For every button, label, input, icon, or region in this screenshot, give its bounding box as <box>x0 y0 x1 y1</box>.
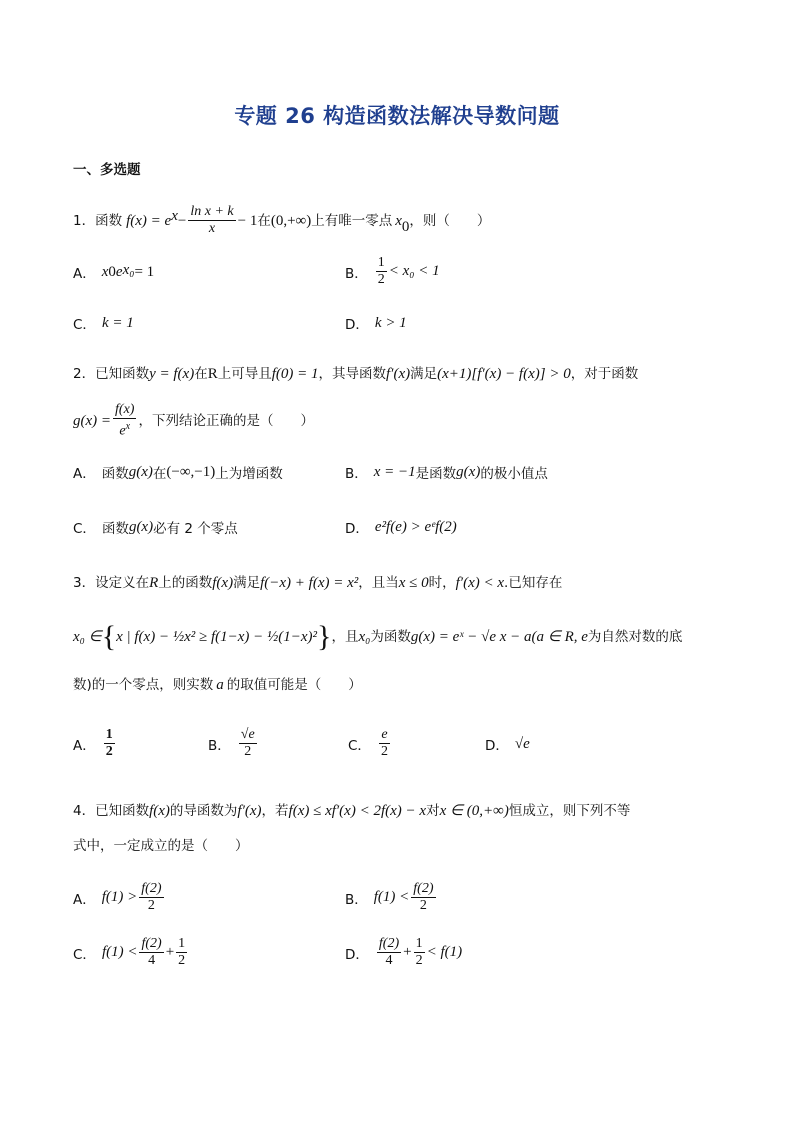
q2-number: 2． <box>73 366 96 382</box>
q1-x0: x <box>395 212 402 229</box>
q3-option-b-label: B． <box>208 737 231 754</box>
q3-math-2: f(x) <box>212 575 234 591</box>
q1-text-end: ，则（ ） <box>409 212 491 229</box>
q1-minus: − <box>177 212 187 229</box>
q3-option-d-label: D． <box>485 738 509 754</box>
q4-math-4: x ∈ (0,+∞) <box>439 803 509 819</box>
q1-x0-sub: 0 <box>401 219 410 235</box>
q4-option-d <box>345 936 462 969</box>
q1-option-b-fraction <box>376 255 387 288</box>
q1-option-a-label: A． <box>73 266 96 282</box>
q2-math-1: y = f(x) <box>149 366 195 382</box>
q4-option-d-num-2: 1 <box>415 936 423 951</box>
q4-math-2: f′(x) <box>237 803 262 819</box>
q3-option-c-den: 2 <box>380 744 388 759</box>
q2-option-b-label: B． <box>345 466 368 482</box>
q3-option-a <box>73 727 117 760</box>
question-3-stem <box>73 573 562 593</box>
q2-option-a-label: A． <box>73 466 96 482</box>
q2-g-fraction <box>113 402 136 440</box>
q2-math-3: f(0) = 1 <box>271 366 319 382</box>
q3-option-b-den: 2 <box>244 744 252 759</box>
q4-option-b-den: 2 <box>419 898 427 913</box>
q2-g-den-base: e <box>119 423 126 439</box>
q3-option-a-fraction <box>104 727 115 760</box>
q3-option-d <box>485 734 530 754</box>
q2-g-den-exp: x <box>125 421 131 432</box>
q3-set-prefix: x₀ ∈ <box>73 629 102 645</box>
q4-option-d-num-1: f(2) <box>378 936 400 951</box>
q1-option-b-rest: < x₀ < 1 <box>388 263 440 279</box>
q2-option-c-m1: g(x) <box>128 518 154 535</box>
q3-set-brace-close: } <box>317 620 332 653</box>
q2-math-2: R <box>207 366 218 382</box>
q4-text-5: 恒成立，则下列不等 <box>508 803 631 819</box>
q4-option-b-num: f(2) <box>413 881 434 896</box>
q3-text-4: ，且当 <box>358 575 399 591</box>
q1-option-a-e: e <box>115 263 123 280</box>
q3-math-11: a <box>216 677 224 693</box>
q1-fraction-denominator: x <box>208 221 216 236</box>
q2-option-c <box>73 517 238 537</box>
q1-option-b-den: 2 <box>377 272 385 287</box>
q1-fraction-numerator: ln x + k <box>190 204 234 219</box>
q1-option-b-label: B． <box>345 265 368 282</box>
q3-text-5: 时， <box>428 575 456 591</box>
q4-option-c <box>73 936 189 969</box>
q2-option-a-t2: 在 <box>152 466 167 482</box>
q2-option-a-m2: (−∞,−1) <box>166 463 216 480</box>
q3-option-c-label: C． <box>348 737 371 754</box>
q4-option-a-den: 2 <box>147 898 155 913</box>
q3-math-1: R <box>149 575 159 591</box>
q4-option-c-label: C． <box>73 946 96 963</box>
q4-option-c-fraction-2 <box>176 936 187 969</box>
q2-math-4: f′(x) <box>386 366 411 382</box>
question-4-stem-line-2 <box>73 836 249 856</box>
page-title: 专题 26 构造函数法解决导数问题 <box>234 104 560 128</box>
q3-option-c-num: e <box>381 727 388 742</box>
q1-option-d-label: D． <box>345 317 369 333</box>
q1-text-in: 在 <box>257 212 271 229</box>
q3-option-a-den: 2 <box>105 744 113 759</box>
q3-text-11: 数)的一个零点，则实数 <box>73 677 214 693</box>
q3-option-b <box>208 727 259 760</box>
q2-option-d-label: D． <box>345 521 369 537</box>
q2-text-2: 在 <box>194 366 208 382</box>
q4-option-c-den-2: 2 <box>178 953 186 968</box>
q2-g-numerator: f(x) <box>115 402 135 417</box>
q4-option-b-fraction <box>411 881 435 914</box>
q4-option-d-label: D． <box>345 946 369 963</box>
question-2-stem-line-2 <box>73 402 314 440</box>
q2-g-denominator <box>117 419 132 440</box>
q1-option-d-text: k > 1 <box>374 314 407 331</box>
q1-option-c-label: C． <box>73 317 96 333</box>
q4-option-d-den-2: 2 <box>415 953 423 968</box>
q4-option-c-num-1: f(2) <box>141 936 162 951</box>
q4-option-c-plus: + <box>165 944 175 960</box>
q2-option-b-t2: 的极小值点 <box>480 466 548 482</box>
q1-interval: (0,+∞) <box>270 212 312 229</box>
q1-option-c <box>73 313 134 333</box>
q2-option-d <box>345 517 457 537</box>
q4-option-c-fraction-1 <box>139 936 163 969</box>
q3-text-7: ，且 <box>331 629 359 645</box>
q2-option-a-t1: 函数 <box>101 466 129 482</box>
q3-math-9: (a ∈ R, e <box>531 629 588 645</box>
q1-formula-exponent: x <box>171 208 178 224</box>
q3-math-4: x ≤ 0 <box>398 575 429 591</box>
q4-option-b-lhs: f(1) < <box>373 889 410 905</box>
section-heading: 一、多选题 <box>73 162 141 178</box>
q1-text: 函数 <box>95 212 123 229</box>
q4-option-a-lhs: f(1) > <box>101 889 138 905</box>
q4-option-d-fraction-1 <box>377 936 401 969</box>
q2-text-1: 已知函数 <box>95 366 150 382</box>
q1-formula: f(x) = e <box>126 212 172 229</box>
q4-text-4: 对 <box>426 803 440 819</box>
q2-text-6: ，对于函数 <box>570 366 639 382</box>
q2-g-def: g(x) = <box>73 412 112 429</box>
q4-option-a-num: f(2) <box>141 881 162 896</box>
q3-number: 3． <box>73 575 96 591</box>
q2-text-4: ，其导函数 <box>318 366 386 382</box>
q3-text-8: 为函数 <box>370 629 411 645</box>
q3-math-8: g(x) = eˣ − √e x − a <box>410 629 532 645</box>
q1-option-c-text: k = 1 <box>101 314 134 331</box>
q1-fraction <box>188 204 235 237</box>
q3-text-6: .已知存在 <box>504 575 563 591</box>
q2-option-b-m1: x = −1 <box>373 463 416 480</box>
q3-option-b-num: √e <box>240 727 255 742</box>
question-2-stem <box>73 364 638 384</box>
q4-text-6: 式中，一定成立的是（ ） <box>73 838 249 854</box>
q1-option-a-x: x <box>101 263 109 280</box>
q3-text-1: 设定义在 <box>95 575 150 591</box>
question-1-stem <box>73 204 490 237</box>
q4-text-2: 的导函数为 <box>169 803 238 819</box>
q1-option-a-exp: x₀ <box>122 262 135 278</box>
q3-text-3: 满足 <box>233 575 261 591</box>
q4-option-b-label: B． <box>345 891 368 908</box>
q4-option-c-num-2: 1 <box>178 936 186 951</box>
q3-text-12: 的取值可能是（ ） <box>226 677 362 693</box>
q4-option-a-fraction <box>139 881 163 914</box>
q2-option-d-math: e²f(e) > eᵉf(2) <box>374 518 457 535</box>
q4-number: 4． <box>73 803 96 819</box>
q4-text-3: ，若 <box>261 803 289 819</box>
q4-option-a <box>73 881 166 914</box>
q3-option-a-num: 1 <box>105 727 113 742</box>
q3-math-5: f′(x) < x <box>455 575 505 591</box>
q3-option-a-label: A． <box>73 737 96 754</box>
q2-option-c-label: C． <box>73 521 96 537</box>
q1-option-b <box>345 255 440 288</box>
q3-option-b-fraction <box>239 727 257 760</box>
q4-option-c-den-1: 4 <box>148 953 156 968</box>
q4-option-d-rhs: < f(1) <box>426 944 463 960</box>
q4-option-d-den-1: 4 <box>385 953 393 968</box>
q4-math-1: f(x) <box>149 803 170 819</box>
q2-option-a-t3: 上为增函数 <box>215 466 283 482</box>
q2-option-b <box>345 462 548 482</box>
q4-option-d-fraction-2 <box>414 936 425 969</box>
q2-option-b-m2: g(x) <box>456 463 481 480</box>
q1-option-a <box>73 262 154 282</box>
q2-math-5: (x+1)[f′(x) − f(x)] > 0 <box>437 366 571 382</box>
q3-set-brace-open: { <box>101 620 117 653</box>
q2-option-a <box>73 462 283 482</box>
q1-option-d <box>345 313 407 333</box>
q1-formula-tail: − 1 <box>237 212 258 229</box>
q4-math-3: f(x) ≤ xf′(x) < 2f(x) − x <box>288 803 427 819</box>
q4-option-a-label: A． <box>73 891 96 908</box>
q3-option-d-text: √e <box>514 735 530 752</box>
q1-option-b-num: 1 <box>377 255 385 270</box>
q3-math-3: f(−x) + f(x) = x² <box>260 575 359 591</box>
q3-option-c-fraction <box>379 727 390 760</box>
q1-text-zero: 上有唯一零点 <box>311 212 393 229</box>
q4-option-c-lhs: f(1) < <box>101 944 138 960</box>
question-3-stem-line-2 <box>73 620 683 653</box>
q2-option-c-t1: 函数 <box>101 521 129 537</box>
q4-option-d-plus: + <box>403 944 412 960</box>
q1-option-a-x-sub: 0 <box>108 263 116 280</box>
q3-set-body: x | f(x) − ½x² ≥ f(1−x) − ½(1−x)² <box>116 629 318 645</box>
q3-option-c <box>348 727 392 760</box>
question-3-stem-line-3 <box>73 675 362 695</box>
question-4-stem <box>73 801 630 821</box>
q2-text-7: ，下列结论正确的是（ ） <box>138 412 314 429</box>
q2-text-3: 上可导且 <box>217 366 272 382</box>
q1-number: 1． <box>73 212 96 229</box>
q2-option-a-m1: g(x) <box>128 463 153 480</box>
q2-option-c-t2: 必有 2 个零点 <box>153 521 238 537</box>
q3-text-10: 为自然对数的底 <box>587 629 683 645</box>
q2-text-5: 满足 <box>410 366 438 382</box>
q1-option-a-rhs: = 1 <box>134 263 155 280</box>
q3-math-7: x₀ <box>358 629 371 645</box>
q2-option-b-t1: 是函数 <box>415 466 457 482</box>
q4-text-1: 已知函数 <box>95 803 150 819</box>
q3-text-2: 上的函数 <box>158 575 213 591</box>
q4-option-b <box>345 881 438 914</box>
